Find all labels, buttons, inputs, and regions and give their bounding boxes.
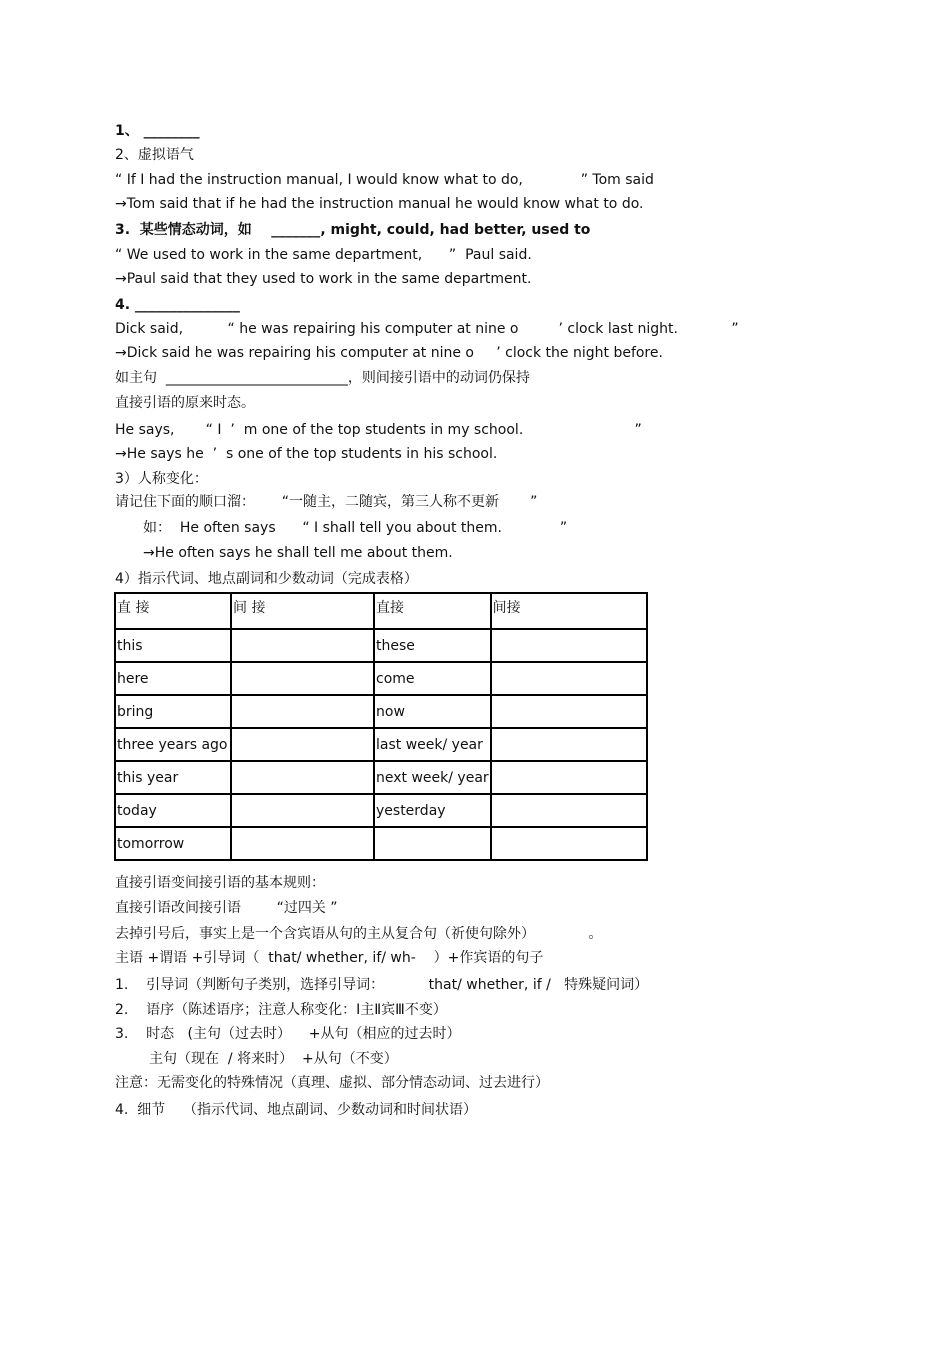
line-23: 主语 +谓语 +引导词（ that/ whether, if/ wh- ）+作宾语的句子	[115, 950, 544, 966]
line-17: 如： He often says “ I shall tell you about them. ”	[143, 520, 568, 536]
table-cell-blank	[231, 695, 374, 728]
line-5-modals: , might, could, had better, used to	[320, 222, 591, 238]
line-13: He says, “ I ’ m one of the top students in my school. ”	[115, 422, 642, 438]
line-10: →Dick said he was repairing his computer at nine o ’ clock the night before.	[115, 345, 663, 361]
table-cell-blank	[231, 662, 374, 695]
line-27: 主句（现在 / 将来时） +从句（不变）	[149, 1051, 398, 1067]
table-cell: today	[115, 794, 231, 827]
table-cell-blank	[231, 728, 374, 761]
line-11: 如主句 __________________________，则间接引语中的动词仍保持	[115, 370, 530, 386]
table-cell-blank	[491, 629, 647, 662]
table-cell: this year	[115, 761, 231, 794]
table-row	[115, 629, 647, 662]
table-row	[115, 695, 647, 728]
table-cell-blank	[231, 794, 374, 827]
table-header-cell: 间接	[491, 593, 647, 629]
table-cell-blank	[491, 695, 647, 728]
line-26: 3. 时态 (主句（过去时） +从句（相应的过去时）	[115, 1026, 461, 1042]
line-14: →He says he ’ s one of the top students in his school.	[115, 446, 498, 462]
line-21: 直接引语改间接引语 “过四关 ”	[115, 900, 338, 916]
table-row	[115, 827, 647, 860]
table-row	[115, 794, 647, 827]
line-28: 注意：无需变化的特殊情况（真理、虚拟、部分情态动词、过去进行）	[115, 1075, 549, 1091]
table-header-cell: 直 接	[115, 593, 231, 629]
line-9: Dick said, “ he was repairing his computer at nine o ’ clock last night. ”	[115, 321, 739, 337]
table-row	[115, 728, 647, 761]
line-25: 2. 语序（陈述语序；注意人称变化：Ⅰ主Ⅱ宾Ⅲ不变）	[115, 1002, 447, 1018]
line-8: 4. _______________	[115, 297, 240, 313]
conversion-table	[114, 592, 648, 861]
table-cell: come	[374, 662, 491, 695]
line-16: 请记住下面的顺口溜： “一随主，二随宾，第三人称不更新 ”	[115, 494, 538, 510]
table-cell-blank	[231, 761, 374, 794]
line-2: 2、虚拟语气	[115, 147, 194, 163]
line-20: 直接引语变间接引语的基本规则：	[115, 875, 325, 891]
table-cell-blank	[491, 794, 647, 827]
table-header-cell: 间 接	[231, 593, 374, 629]
table-cell: here	[115, 662, 231, 695]
line-19: 4）指示代词、地点副词和少数动词（完成表格）	[115, 571, 418, 587]
table-cell-blank	[491, 662, 647, 695]
line-5-prefix: 3. 某些情态动词，如 _______	[115, 222, 321, 238]
line-12: 直接引语的原来时态。	[115, 395, 255, 411]
table-cell-blank	[491, 827, 647, 860]
table-cell: tomorrow	[115, 827, 231, 860]
table-cell: this	[115, 629, 231, 662]
table-cell-blank	[491, 761, 647, 794]
line-18: →He often says he shall tell me about them.	[143, 545, 453, 561]
line-15: 3）人称变化：	[115, 471, 208, 487]
line-29: 4. 细节 （指示代词、地点副词、少数动词和时间状语）	[115, 1102, 478, 1118]
table-cell: last week/ year	[374, 728, 491, 761]
table-cell-blank	[231, 629, 374, 662]
line-6: “ We used to work in the same department, ” Paul said.	[115, 247, 532, 263]
table-cell: yesterday	[374, 794, 491, 827]
line-7: →Paul said that they used to work in the same department.	[115, 271, 532, 287]
line-22: 去掉引号后，事实上是一个含宾语从句的主从复合句（祈使句除外） 。	[115, 926, 603, 942]
line-3: “ If I had the instruction manual, I would know what to do, ” Tom said	[115, 172, 654, 188]
table-header-row	[115, 593, 647, 629]
table-cell: bring	[115, 695, 231, 728]
table-cell: now	[374, 695, 491, 728]
table-cell-blank	[491, 728, 647, 761]
line-4: →Tom said that if he had the instruction manual he would know what to do.	[115, 196, 644, 212]
line-24: 1. 引导词（判断句子类别，选择引导词： that/ whether, if / 特殊疑问词）	[115, 977, 649, 993]
line-5	[115, 221, 590, 239]
line-1: 1、 ________	[115, 123, 200, 139]
table-row	[115, 662, 647, 695]
table-cell: three years ago	[115, 728, 231, 761]
table-cell: these	[374, 629, 491, 662]
table-header-cell: 直接	[374, 593, 491, 629]
table-row	[115, 761, 647, 794]
table-cell-blank	[374, 827, 491, 860]
table-cell: next week/ year	[374, 761, 491, 794]
table-cell-blank	[231, 827, 374, 860]
